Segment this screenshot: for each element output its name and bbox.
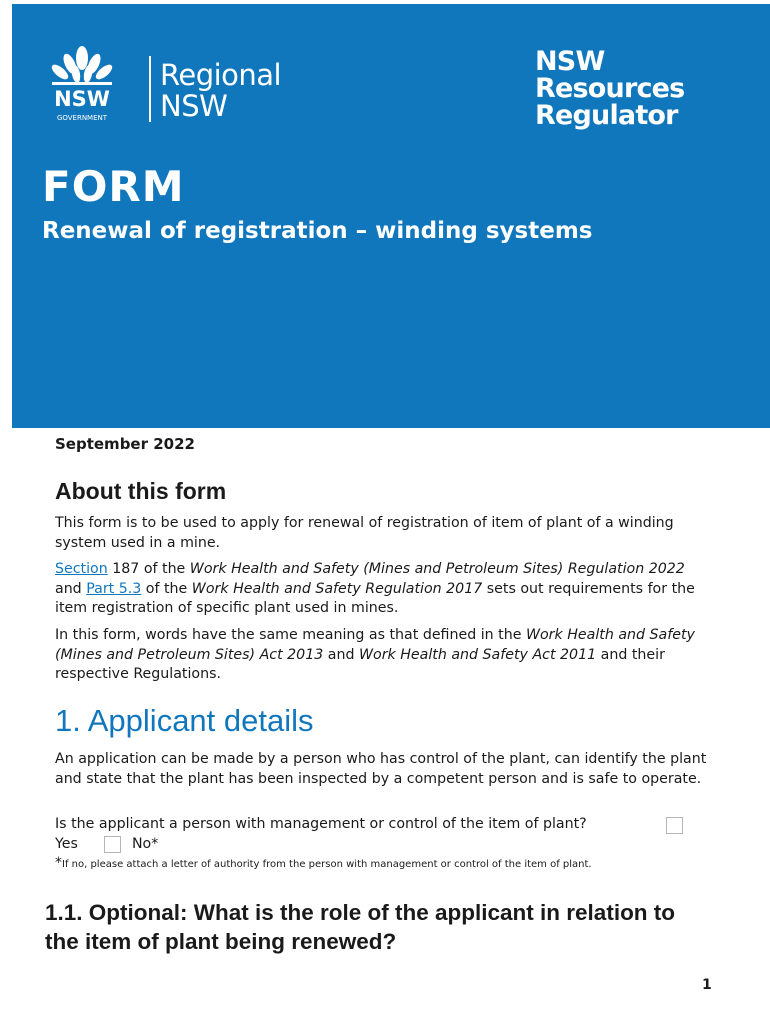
footnote-star: * bbox=[55, 855, 62, 871]
about-paragraph-3: In this form, words have the same meaning as that defined in the Work Health and Safety (Mines and Petroleum Sites) Act 2013 and Work Health and Safety Act 2011 and their respective Regulations. bbox=[55, 627, 695, 682]
section-link[interactable]: Section bbox=[55, 561, 108, 577]
form-subtitle: Renewal of registration – winding systems bbox=[42, 218, 593, 244]
page-number: 1 bbox=[702, 977, 712, 993]
form-title: FORM bbox=[42, 162, 185, 211]
section-1-intro: An application can be made by a person who has control of the plant, can identify the plant and state that the plant has been inspected by a competent person and is safe to operate. bbox=[55, 751, 707, 787]
no-label: No* bbox=[131, 836, 159, 852]
part-link[interactable]: Part 5.3 bbox=[86, 580, 142, 597]
regional-line-1: Regional bbox=[160, 58, 282, 92]
regional-line-2: NSW bbox=[160, 89, 228, 123]
question-checkbox[interactable] bbox=[666, 817, 683, 834]
publication-date: September 2022 bbox=[55, 435, 195, 453]
regional-nsw-logo bbox=[160, 60, 281, 122]
subsection-1-1-heading: 1.1. Optional: What is the role of the applicant in relation to the item of plant being renewed? bbox=[45, 900, 676, 954]
nsw-government-logo bbox=[42, 44, 122, 126]
regulator-line-1: NSW bbox=[535, 46, 605, 77]
nsw-logo-text: NSW bbox=[54, 87, 110, 111]
footnote-text: If no, please attach a letter of authority from the person with management or control of the item of plant. bbox=[62, 859, 592, 870]
nsw-logo-subtext: GOVERNMENT bbox=[56, 114, 108, 122]
yes-checkbox[interactable] bbox=[104, 836, 121, 853]
yes-label: Yes bbox=[55, 836, 78, 852]
yes-no-options bbox=[55, 835, 715, 855]
regulator-line-3: Regulator bbox=[535, 100, 678, 131]
logo-divider bbox=[149, 56, 151, 122]
about-paragraph-2: Section 187 of the Work Health and Safety (Mines and Petroleum Sites) Regulation 2022 and Part 5.3 of the Work Health and Safety Regulation 2017 sets out requirements for the item registration of specific plant used in mines. bbox=[55, 561, 695, 616]
section-1-heading: 1. Applicant details bbox=[55, 703, 314, 738]
about-heading: About this form bbox=[55, 478, 227, 504]
regulator-line-2: Resources bbox=[535, 73, 685, 104]
footnote bbox=[55, 855, 592, 871]
resources-regulator-logo bbox=[535, 48, 684, 129]
about-paragraph-1: This form is to be used to apply for renewal of registration of item of plant of a winding system used in a mine. bbox=[55, 515, 674, 551]
applicant-question: Is the applicant a person with management or control of the item of plant? bbox=[55, 816, 587, 832]
